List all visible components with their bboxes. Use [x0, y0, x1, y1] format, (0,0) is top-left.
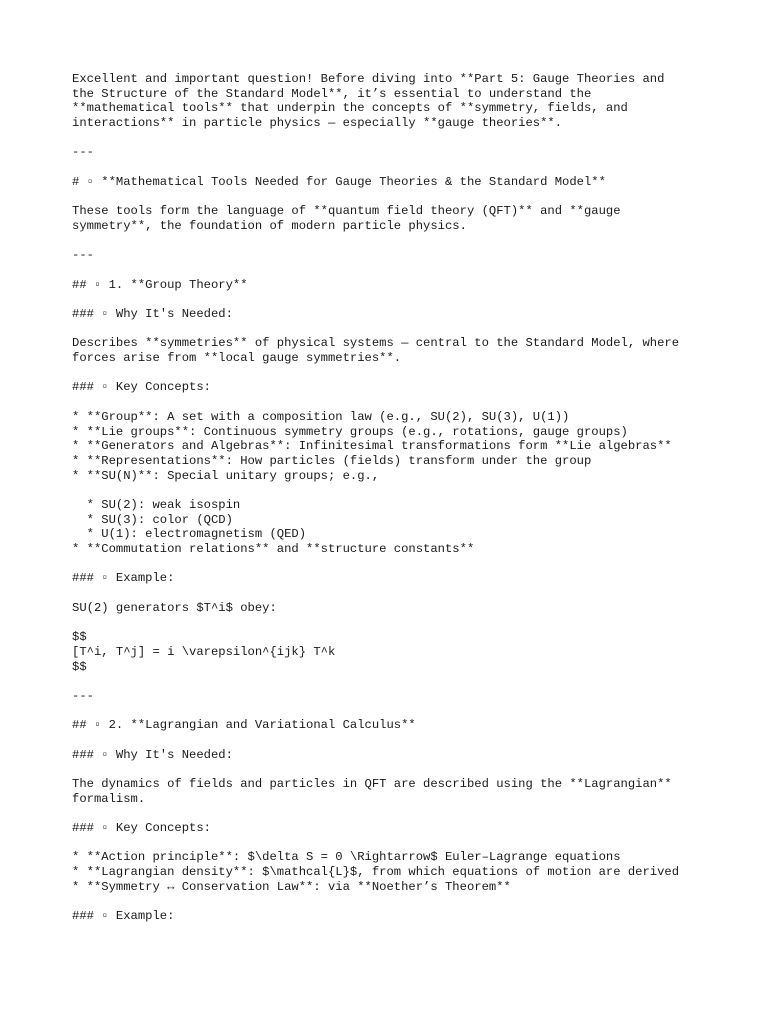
heading-3: ### ▫ Example:: [72, 571, 175, 586]
math-delimiter: $$: [72, 630, 87, 645]
list-item: * **Lagrangian density**: $\mathcal{L}$, from which equations of motion are derived: [72, 865, 680, 880]
blank-line: [72, 395, 732, 410]
list-item: * **Generators and Algebras**: Infinitesimal transformations form **Lie algebras**: [72, 439, 672, 454]
horizontal-rule-text: ---: [72, 145, 94, 160]
blank-line: [72, 292, 732, 307]
blank-line: [72, 483, 732, 498]
blank-line: [72, 322, 732, 337]
list-item: * **Symmetry ↔ Conservation Law**: via **Noether’s Theorem**: [72, 879, 511, 894]
blank-line: [72, 366, 732, 381]
blank-line: [72, 733, 732, 748]
math-delimiter: $$: [72, 659, 87, 674]
blank-line: [72, 557, 732, 572]
heading-1: # ▫ **Mathematical Tools Needed for Gauge Theories & the Standard Model**: [72, 174, 606, 189]
blank-line: [72, 263, 732, 278]
list-item: * **Action principle**: $\delta S = 0 \Rightarrow$ Euler–Lagrange equations: [72, 850, 621, 865]
list-item: * **Representations**: How particles (fields) transform under the group: [72, 453, 592, 468]
list-item: * **SU(N)**: Special unitary groups; e.g.,: [72, 468, 380, 483]
blank-line: [72, 674, 732, 689]
blank-line: [72, 234, 732, 249]
blank-line: [72, 895, 732, 910]
math-equation: [T^i, T^j] = i \varepsilon^{ijk} T^k: [72, 644, 336, 659]
heading-2: ## ▫ 2. **Lagrangian and Variational Calculus**: [72, 718, 416, 733]
text-line: **mathematical tools** that underpin the concepts of **symmetry, fields, and: [72, 101, 628, 116]
text-line: The dynamics of fields and particles in QFT are described using the **Lagrangian**: [72, 777, 672, 791]
horizontal-rule-text: ---: [72, 248, 94, 263]
heading-2: ## ▫ 1. **Group Theory**: [72, 277, 248, 292]
blank-line: [72, 704, 732, 719]
text-line: These tools form the language of **quantum field theory (QFT)** and **gauge: [72, 204, 621, 219]
heading-3: ### ▫ Key Concepts:: [72, 380, 211, 395]
list-item: * **Group**: A set with a composition law (e.g., SU(2), SU(3), U(1)): [72, 409, 570, 424]
blank-line: [72, 836, 732, 851]
text-line: the Structure of the Standard Model**, it’s essential to understand the: [72, 86, 592, 101]
blank-line: [72, 586, 732, 601]
blank-line: [72, 762, 732, 777]
text-line: formalism.: [72, 791, 146, 806]
text-line: Describes **symmetries** of physical systems — central to the Standard Model, where: [72, 336, 680, 351]
sub-list-item: * U(1): electromagnetism (QED): [72, 527, 307, 542]
horizontal-rule-text: ---: [72, 688, 94, 703]
list-item: * **Lie groups**: Continuous symmetry groups (e.g., rotations, gauge groups): [72, 424, 628, 439]
document-text: [72, 72, 732, 924]
blank-line: [72, 615, 732, 630]
heading-3: ### ▫ Why It's Needed:: [72, 747, 233, 762]
sub-list-item: * SU(2): weak isospin: [72, 497, 241, 512]
text-line: symmetry**, the foundation of modern particle physics.: [72, 218, 467, 233]
text-line: Excellent and important question! Before diving into **Part 5: Gauge Theories and: [72, 72, 665, 86]
heading-3: ### ▫ Key Concepts:: [72, 821, 211, 836]
text-line: forces arise from **local gauge symmetries**.: [72, 351, 402, 366]
heading-3: ### ▫ Example:: [72, 909, 175, 924]
blank-line: [72, 806, 732, 821]
sub-list-item: * SU(3): color (QCD): [72, 512, 233, 527]
blank-line: [72, 131, 732, 146]
heading-3: ### ▫ Why It's Needed:: [72, 307, 233, 321]
text-line: interactions** in particle physics — especially **gauge theories**.: [72, 116, 563, 131]
blank-line: [72, 190, 732, 205]
list-item: * **Commutation relations** and **structure constants**: [72, 542, 475, 556]
blank-line: [72, 160, 732, 175]
text-line: SU(2) generators $T^i$ obey:: [72, 600, 277, 615]
